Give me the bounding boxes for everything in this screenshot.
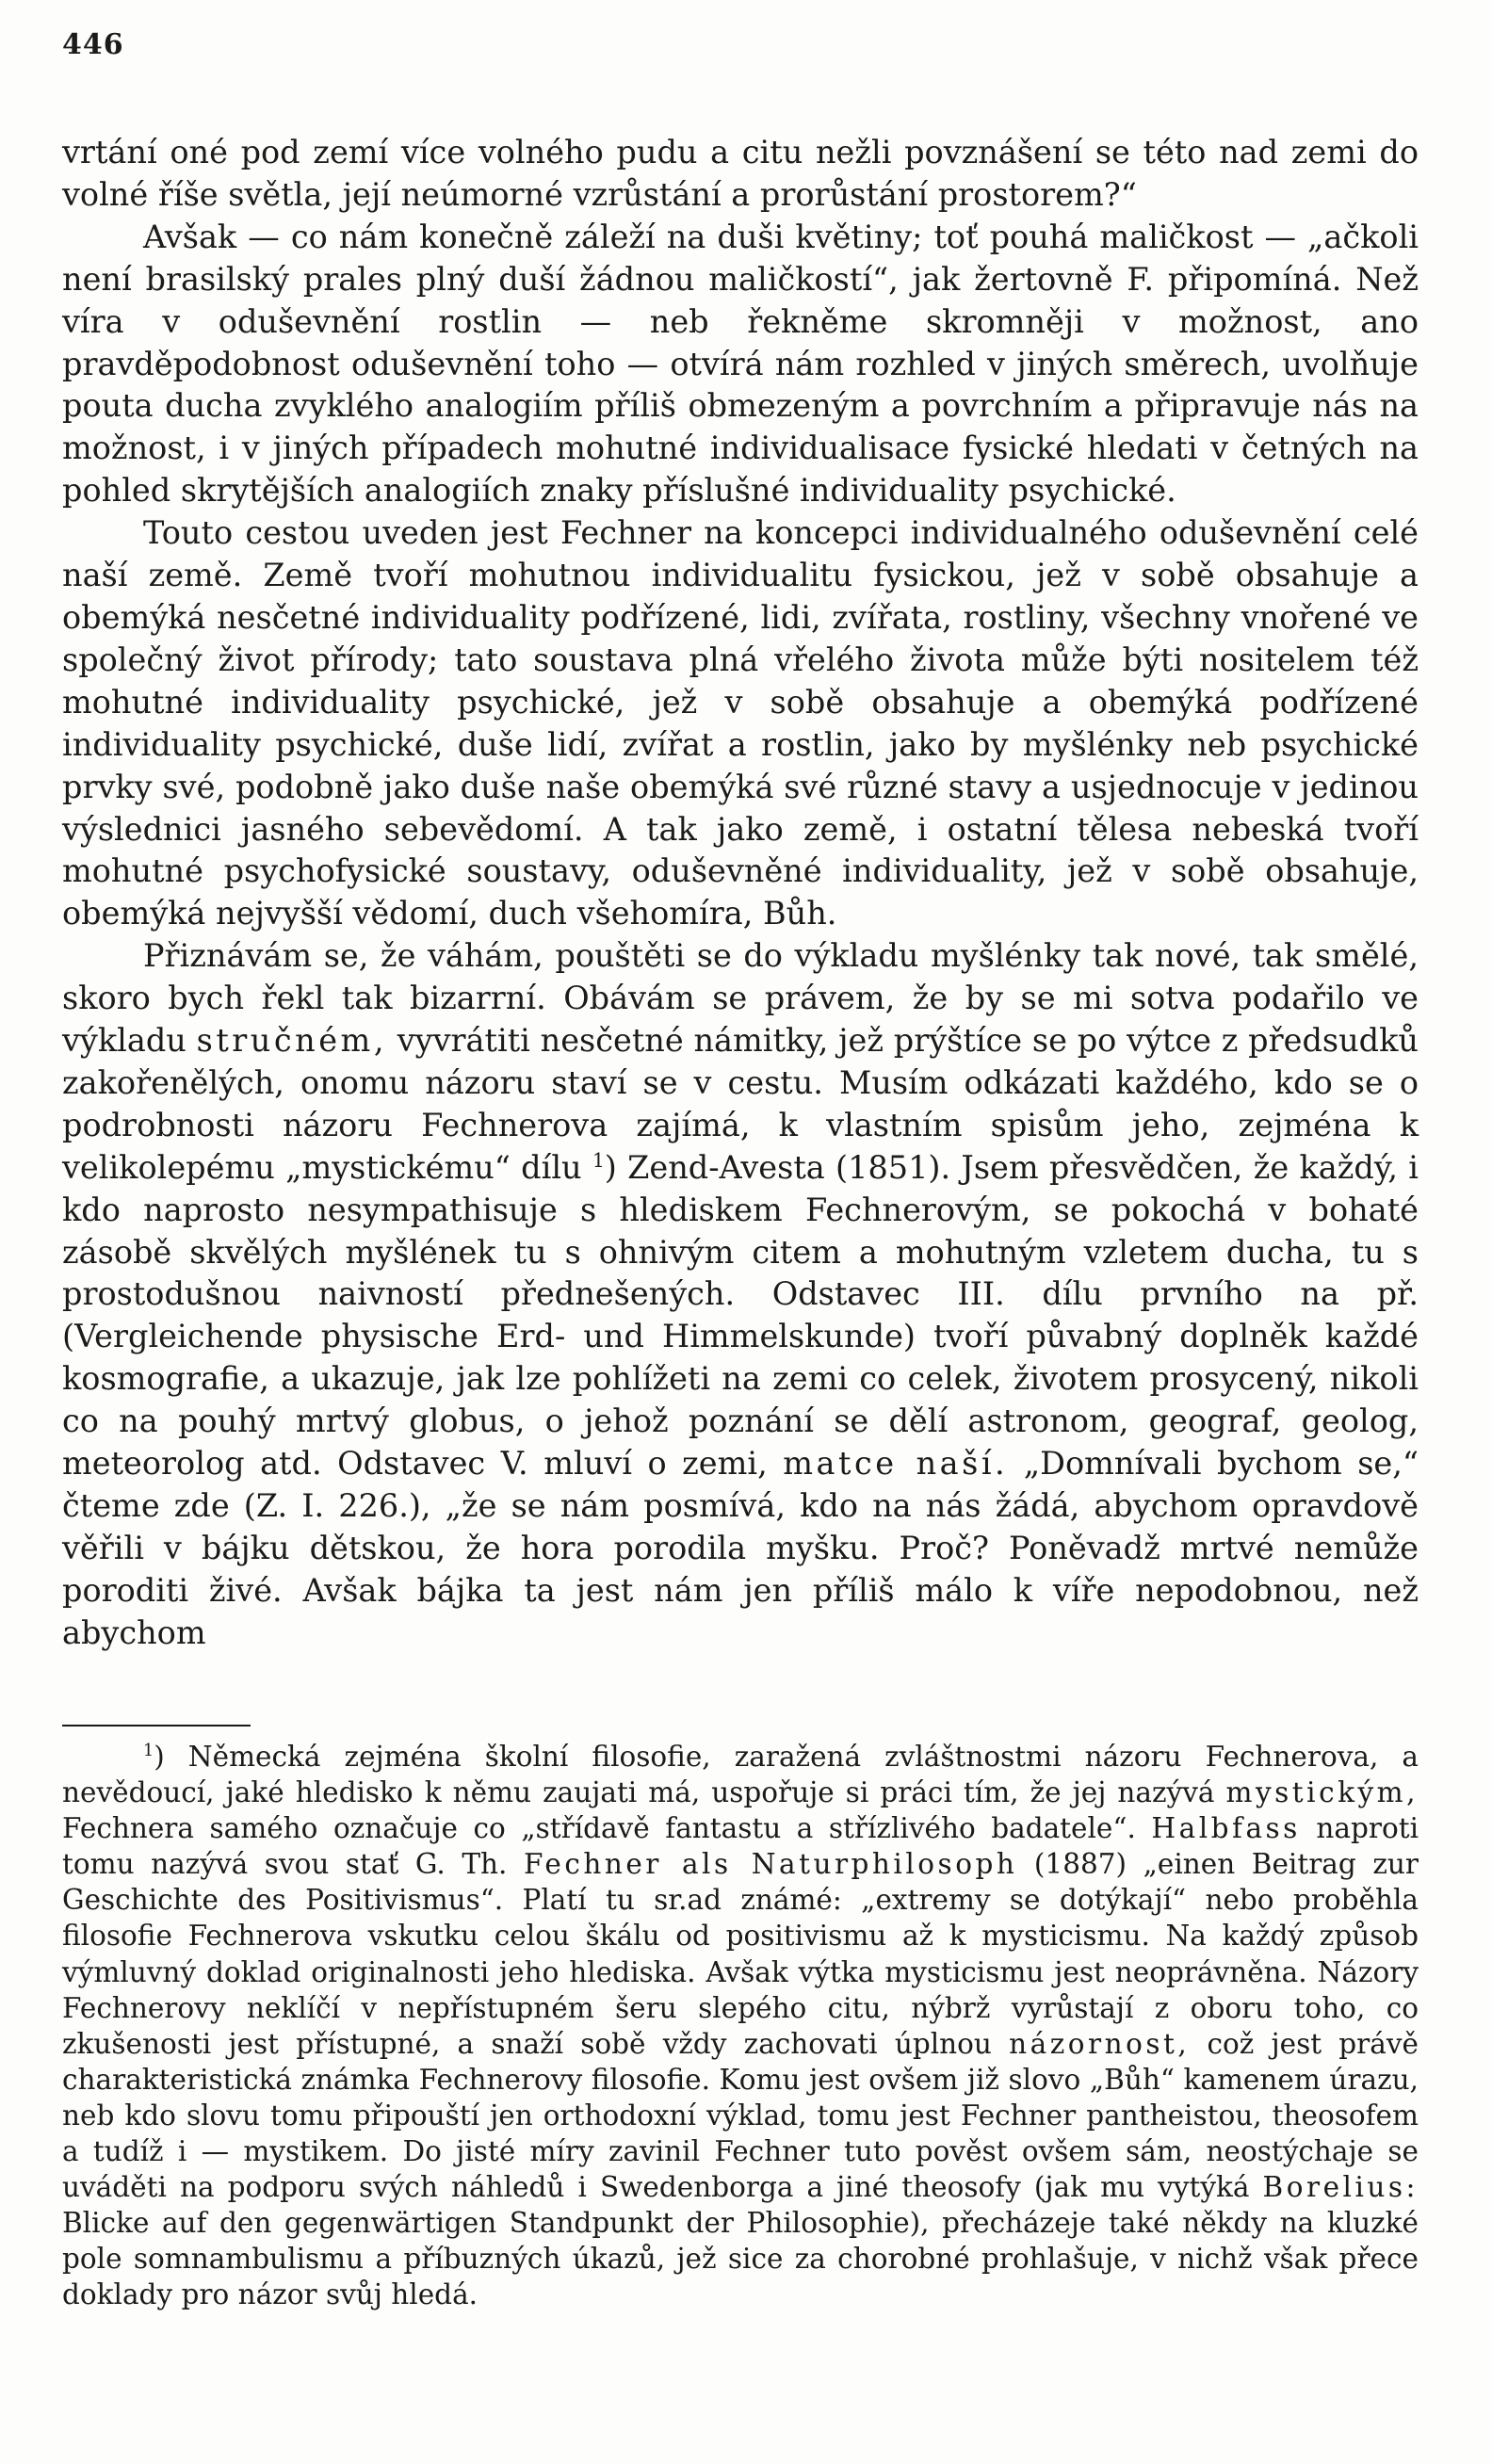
spaced-emphasis: stručném, xyxy=(196,1022,387,1060)
footnote-marker: 1 xyxy=(143,1742,154,1761)
paragraph-3: Touto cestou uveden jest Fechner na koncepci individualného oduševnění celé naší země. Země tvoří mohutnou individualitu fysickou, jež v sobě obsahuje a obemýká nesčetné individuality podřízené, lidi, zvířata, rostliny, všechny vnořené ve společný život přírody; tato soustava plná vřelého života může býti nositelem též mohutné individuality psychické, jež v sobě obsahuje a obemýká podřízené individuality psychické, duše lidí, zvířat a rostlin, jako by myšlénky neb psychické prvky své, podobně jako duše naše obemýká své různé stavy a usjednocuje v jedinou výslednici jasného sebevědomí. A tak jako země, i ostatní tělesa nebeská tvoří mohutné psychofysické soustavy, oduševněné individuality, jež v sobě obsahuje, obemýká nejvyšší vědomí, duch všehomíra, Bůh. xyxy=(62,514,1419,932)
footnote-text: ) Německá zejména školní filosofie, zaražená zvláštnostmi názoru Fechnerova, a nevědoucí, jaké hledisko k němu zaujati má, uspořuje si práci tím, že jej nazývá xyxy=(62,1741,1419,1809)
footnote-text: Fechnera samého označuje co „střídavě fantastu a střízlivého badatele“. xyxy=(62,1812,1136,1845)
spaced-emphasis: matce naší. xyxy=(783,1445,1009,1483)
footnote-text: (1887) „einen Beitrag zur Geschichte des Positivismus“. Platí tu sr.ad známé: „extremy se dotýkají“ nebo proběhla filosofie Fechnerova vskutku celou škálu od positivismu až k mysticismu. Na každý způsob výmluvný doklad originalnosti jeho hlediska. Avšak výtka mysticismu jest neoprávněna. Názory Fechnerovy neklíčí v nepřístupném šeru slepého citu, nýbrž vyrůstají z oboru toho, co zkušenosti jest přístupné, a snaží sobě vždy zachovati úplnou xyxy=(62,1848,1419,2060)
page-number: 446 xyxy=(62,28,124,61)
footnote-1 xyxy=(62,1739,1419,2313)
spaced-emphasis: Borelius: xyxy=(1262,2171,1419,2204)
footnotes xyxy=(62,1739,1419,2313)
footnote-divider xyxy=(62,1725,251,1726)
paragraph-1: vrtání oné pod zemí více volného pudu a citu nežli povznášení se této nad zemi do volné říše světla, její neúmorné vzrůstání a prorůstání prostorem?“ xyxy=(62,134,1419,213)
spaced-emphasis: Fechner als Naturphilosoph xyxy=(524,1848,1018,1881)
footnote-text: Blicke auf den gegenwärtigen Standpunkt der Philosophie), přecházeje také někdy na kluzké pole somnambulismu a příbuzných úkazů, jež sice za chorobné prohlašuje, v nichž však přece doklady pro názor svůj hledá. xyxy=(62,2207,1419,2311)
paragraph-2: Avšak — co nám konečně záleží na duši květiny; toť pouhá maličkost — „ačkoli není brasilský prales plný duší žádnou maličkostí“, jak žertovně F. připomíná. Než víra v oduševnění rostlin — neb řekněme skromněji v možnost, ano pravděpodobnost oduševnění toho — otvírá nám rozhled v jiných směrech, uvolňuje pouta ducha zvyklého analogiím příliš obmezeným a povrchním a připravuje nás na možnost, i v jiných případech mohutné individualisace fysické hledati v četných na pohled skrytějších analogiích znaky příslušné individuality psychické. xyxy=(62,218,1419,510)
spaced-emphasis: mystickým, xyxy=(1225,1776,1419,1809)
main-text xyxy=(62,132,1419,1655)
paragraph-4-part-c: ) Zend-Avesta (1851). Jsem přesvědčen, že každý, i kdo naprosto nesympathisuje s hlediskem Fechnerovým, se pokochá v bohaté zásobě skvělých myšlének tu s ohnivým citem a mohutným vzletem ducha, tu s prostodušnou naivností přednešených. Odstavec III. dílu prvního na př. (Vergleichende physische Erd- und Himmelskunde) tvoří půvabný doplněk každé kosmografie, a ukazuje, jak lze pohlížeti na zemi co celek, životem prosycený, nikoli co na pouhý mrtvý globus, o jehož poznání se dělí astronom, geograf, geolog, meteorolog atd. Odstavec V. mluví o zemi, xyxy=(62,1148,1419,1483)
footnote-reference: 1 xyxy=(592,1148,605,1172)
paragraph-4-part-d: „Domnívali bychom se,“ čteme zde (Z. I. 226.), „že se nám posmívá, kdo na nás žádá, abychom opravdově věřili v bájku dětskou, že hora porodila myšku. Proč? Poněvadž mrtvé nemůže poroditi živé. Avšak bájka ta jest nám jen příliš málo k víře nepodobnou, než abychom xyxy=(62,1445,1419,1651)
paragraph-4-part-b: vyvrátiti nesčetné námitky, jež prýštíce se po výtce z předsudků zakořenělých, onomu názoru staví se v cestu. Musím odkázati každého, kdo se o podrobnosti názoru Fechnerova zajímá, k vlastním spisům jeho, zejména k velikolepému „mystickému“ dílu xyxy=(62,1022,1419,1186)
paragraph-4 xyxy=(62,935,1419,1654)
footnote-text: naproti tomu nazývá svou stať G. Th. xyxy=(62,1812,1419,1881)
footnote-text: což jest právě charakteristická známka Fechnerovy filosofie. Komu jest ovšem již slovo „Bůh“ kamenem úrazu, neb kdo slovu tomu připouští jen orthodoxní výklad, tomu jest Fechner pantheistou, theosofem a tudíž i — mystikem. Do jisté míry zavinil Fechner tuto pověst ovšem sám, neostýchaje se uváděti na podporu svých náhledů i Swedenborga a jiné theosofy (jak mu vytýká xyxy=(62,2027,1419,2204)
paragraph-4-part-a: Přiznávám se, že váhám, pouštěti se do výkladu myšlénky tak nové, tak smělé, skoro bych řekl tak bizarrní. Obávám se právem, že by se mi sotva podařilo ve výkladu xyxy=(62,937,1419,1060)
spaced-emphasis: názornost, xyxy=(1009,2027,1191,2060)
spaced-emphasis: Halbfass xyxy=(1151,1812,1301,1845)
